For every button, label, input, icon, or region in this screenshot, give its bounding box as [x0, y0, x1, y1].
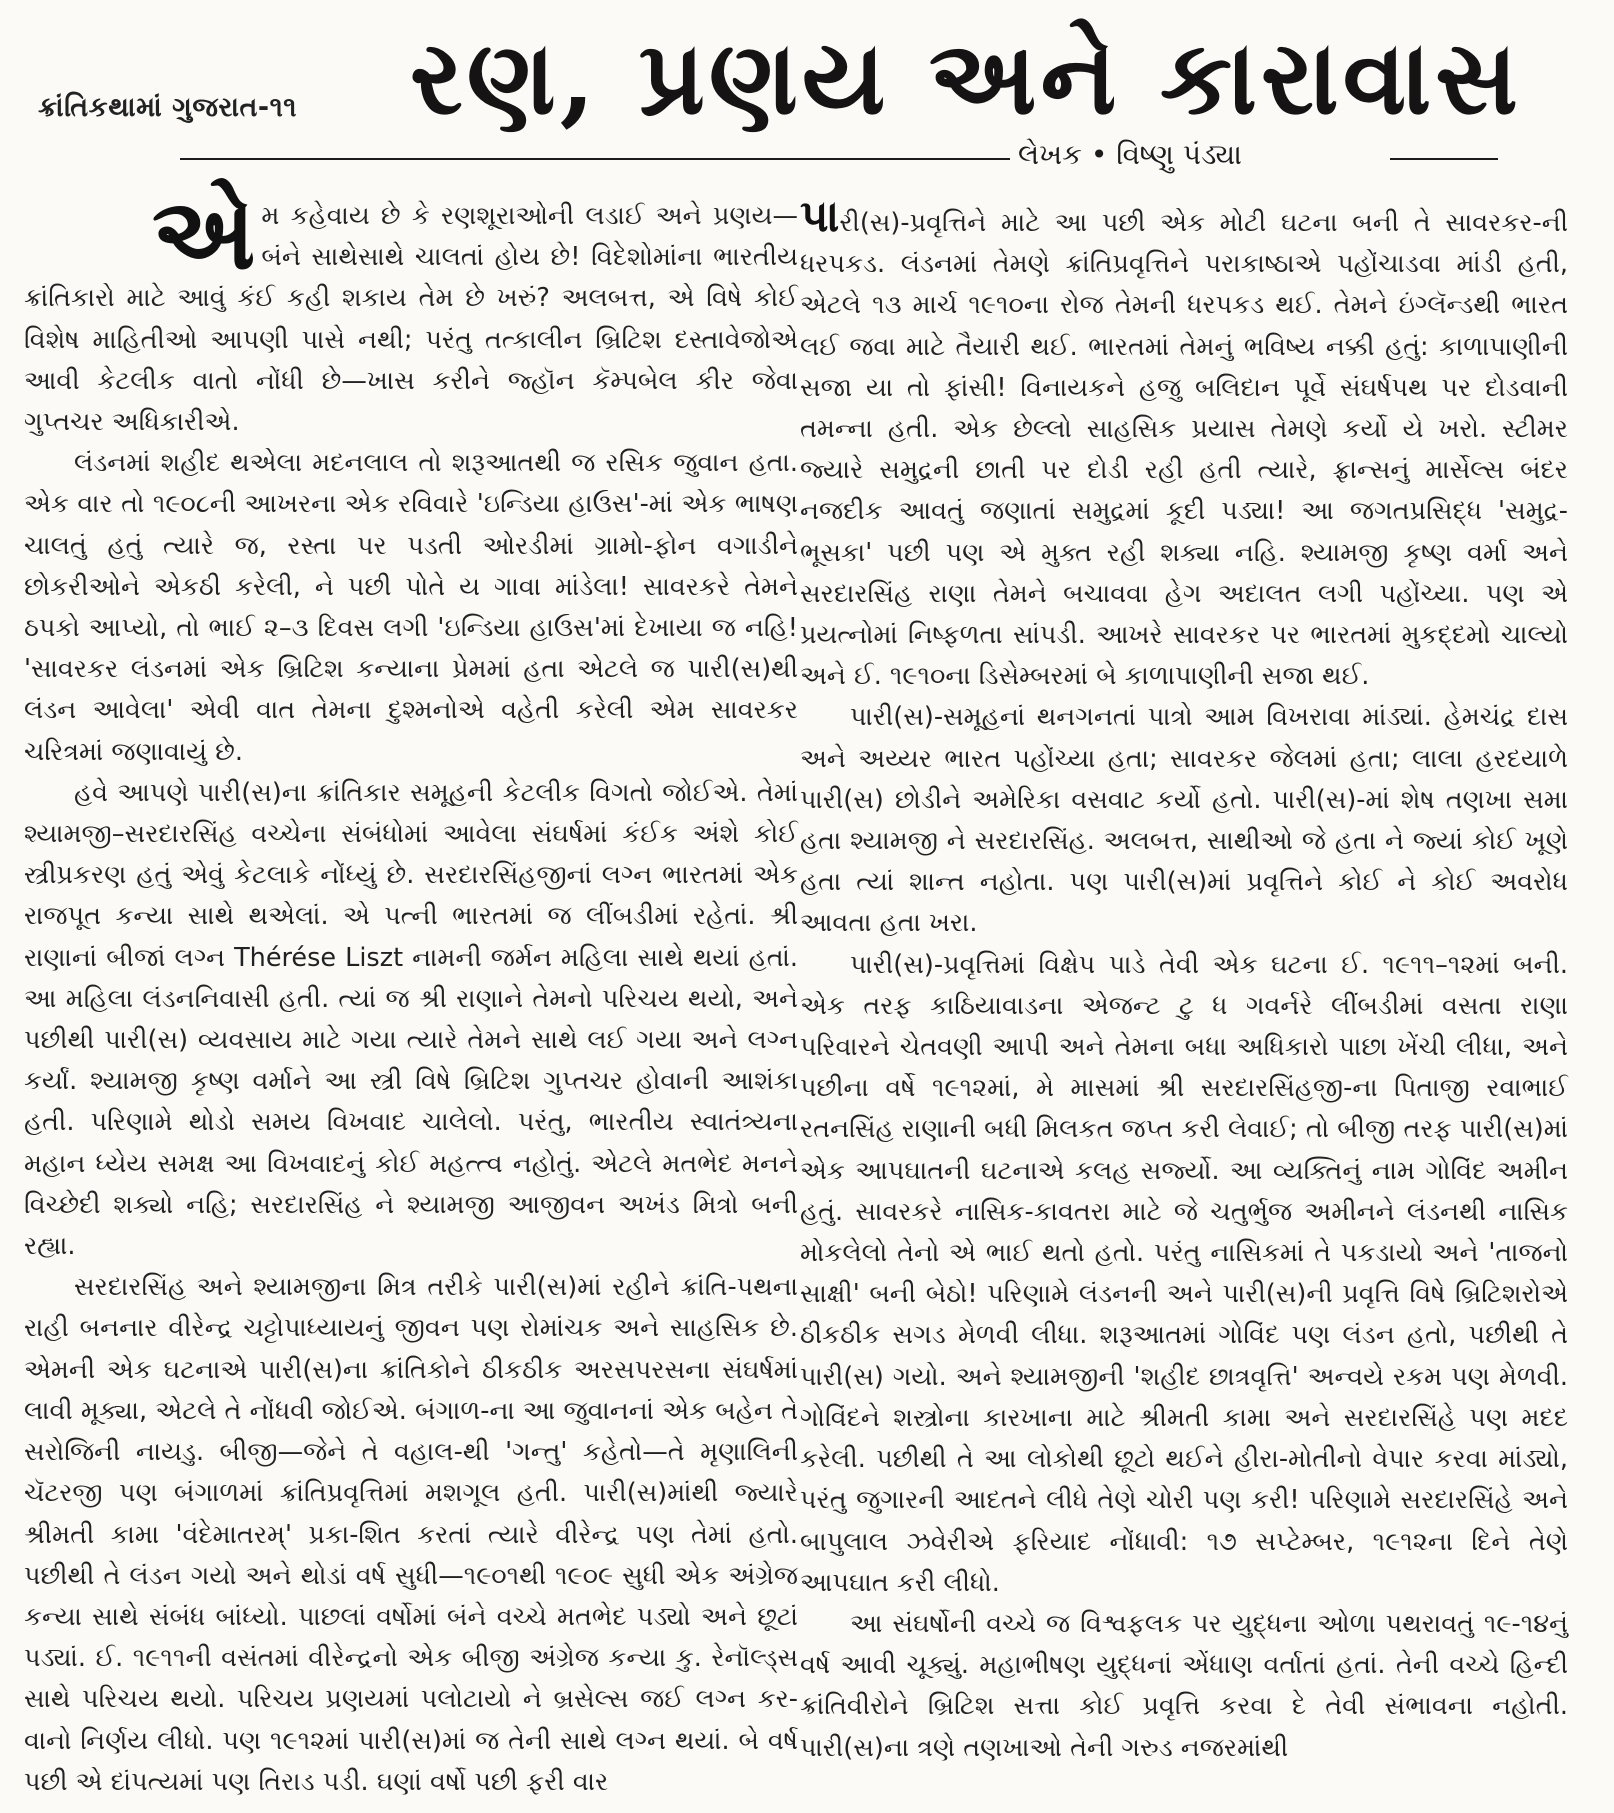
byline-rule-right [1390, 158, 1498, 160]
right-column [800, 191, 1569, 1769]
paragraph: લંડનમાં શહીદ થએલા મદનલાલ તો શરૂઆતથી જ રસિક જુવાન હતા. એક વાર તો ૧૯૦૮ની આખરના એક રવિવારે 'ઇન્ડિયા હાઉસ'-માં એક ભાષણ ચાલતું હતું ત્યારે જ, રસ્તા પર પડતી ઓરડીમાં ગ્રામો-ફોન વગાડીને છોકરીઓને એકઠી કરેલી, ને પછી પોતે ય ગાવા માંડેલા! સાવરકરે તેમને ઠપકો આપ્યો, તો ભાઈ ૨–૩ દિવસ લગી 'ઇન્ડિયા હાઉસ'માં દેખાયા જ નહિ! 'સાવરકર લંડનમાં એક બ્રિટિશ કન્યાના પ્રેમમાં હતા એટલે જ પારી(સ)થી લંડન આવેલા' એવી વાત તેમના દુશ્મનોએ વહેતી કરેલી એમ સાવરકર ચરિત્રમાં જણાવાયું છે. [24, 448, 798, 767]
lead-letters: પા [800, 191, 840, 242]
paragraph-text: રી(સ)-પ્રવૃત્તિને માટે આ પછી એક મોટી ઘટના બની તે સાવરકર-ની ધરપકડ. લંડનમાં તેમણે ક્રાંતિપ્રવૃત્તિને પરાકાષ્ઠાએ પહોંચાડવા માંડી હતી, એટલે ૧૩ માર્ચ ૧૯૧૦ના રોજ તેમની ધરપકડ થઈ. તેમને ઇંગ્લૅન્ડથી ભારત લઈ જવા માટે તૈયારી થઈ. ભારતમાં તેમનું ભવિષ્ય નક્કી હતું: કાળાપાણીની સજા યા તો ફાંસી! વિનાયકને હજુ બલિદાન પૂર્વે સંઘર્ષપથ પર દોડવાની તમન્ના હતી. એક છેલ્લો સાહસિક પ્રયાસ તેમણે કર્યો યે ખરો. સ્ટીમર જ્યારે સમુદ્રની છાતી પર દોડી રહી હતી ત્યારે, ફ્રાન્સનું માર્સેલ્સ બંદર નજદીક આવતું જણાતાં સમુદ્રમાં કૂદી પડ્યા! આ જગતપ્રસિદ્ધ 'સમુદ્ર-ભૂસકા' પછી પણ એ મુક્ત રહી શક્યા નહિ. શ્યામજી કૃષ્ણ વર્મા અને સરદારસિંહ રાણા તેમને બચાવવા હેગ અદાલત લગી પહોંચ્યા. પણ એ પ્રયત્નોમાં નિષ્ફળતા સાંપડી. આખરે સાવરકર પર ભારતમાં મુકદ્દમો ચાલ્યો અને ઈ. ૧૯૧૦ના ડિસેમ્બરમાં બે કાળાપાણીની સજા થઈ. [800, 208, 1569, 692]
paragraph: પારી(સ)-પ્રવૃત્તિમાં વિક્ષેપ પાડે તેવી એક ઘટના ઈ. ૧૯૧૧–૧૨માં બની. એક તરફ કાઠિયાવાડના એજન્ટ ટુ ધ ગવર્નરે લીંબડીમાં વસતા રાણા પરિવારને ચેતવણી આપી અને તેમના બધા અધિકારો પાછા ખેંચી લીધા, અને પછીના વર્ષે ૧૯૧૨માં, મે માસમાં શ્રી સરદારસિંહજી-ના પિતાજી રવાભાઈ રતનસિંહ રાણાની બધી મિલકત જપ્ત કરી લેવાઈ; તો બીજી તરફ પારી(સ)માં એક આપઘાતની ઘટનાએ કલહ સર્જ્યો. આ વ્યક્તિનું નામ ગોવિંદ અમીન હતું. સાવરકરે નાસિક-કાવતરા માટે જે ચતુર્ભુજ અમીનને લંડનથી નાસિક મોકલેલો તેનો એ ભાઈ થતો હતો. પરંતુ નાસિકમાં તે પકડાયો અને 'તાજનો સાક્ષી' બની બેઠો! પરિણામે લંડનની અને પારી(સ)ની પ્રવૃત્તિ વિષે બ્રિટિશરોએ ઠીકઠીક સગડ મેળવી લીધા. શરૂઆતમાં ગોવિંદ પણ લંડન હતો, પછીથી તે પારી(સ) ગયો. અને શ્યામજીની 'શહીદ છાત્રવૃત્તિ' અન્વયે રકમ પણ મેળવી. ગોવિંદને શસ્ત્રોના કારખાના માટે શ્રીમતી કામા અને સરદારસિંહે પણ મદદ કરેલી. પછીથી તે આ લોકોથી છૂટો થઈને હીરા-મોતીનો વેપાર કરવા માંડ્યો, પરંતુ જુગારની આદતને લીધે તેણે ચોરી પણ કરી! પરિણામે સરદારસિંહે અને બાપુલાલ ઝવેરીએ ફરિયાદ નોંધાવી: ૧૭ સપ્ટેમ્બર, ૧૯૧૨ના દિને તેણે આપઘાત કરી લીધો. [800, 949, 1568, 1598]
paragraph [800, 191, 1569, 697]
paragraph: પારી(સ)-સમૂહનાં થનગનતાં પાત્રો આમ વિખરાવા માંડ્યાં. હેમચંદ્ર દાસ અને અય્યર ભારત પહોંચ્યા હતા; સાવરકર જેલમાં હતા; લાલા હરદયાળે પારી(સ) છોડીને અમેરિકા વસવાટ કર્યો હતો. પારી(સ)-માં શેષ તણખા સમા હતા શ્યામજી ને સરદારસિંહ. અલબત્ત, સાથીઓ જે હતા ને જ્યાં કોઈ ખૂણે હતા ત્યાં શાન્ત નહોતા. પણ પારી(સ)માં પ્રવૃત્તિને કોઈ ને કોઈ અવરોધ આવતા હતા ખરા. [800, 702, 1568, 939]
byline-rule-left [180, 158, 1010, 160]
paragraph: સરદારસિંહ અને શ્યામજીના મિત્ર તરીકે પારી(સ)માં રહીને ક્રાંતિ-પથના રાહી બનનાર વીરેન્દ્ર ચટ્ટોપાધ્યાયનું જીવન પણ રોમાંચક અને સાહસિક છે. એમની એક ઘટનાએ પારી(સ)ના ક્રાંતિકોને ઠીકઠીક અરસપરસના સંઘર્ષમાં લાવી મૂક્યા, એટલે તે નોંધવી જોઈએ. બંગાળ-ના આ જુવાનનાં એક બહેન તે સરોજિની નાયડુ. બીજી—જેને તે વહાલ-થી 'ગન્તુ' કહેતો—તે મૃણાલિની ચૅટરજી પણ બંગાળમાં ક્રાંતિપ્રવૃત્તિમાં મશગૂલ હતી. પારી(સ)માંથી જ્યારે શ્રીમતી કામા 'વંદેમાતરમ્' પ્રકા-શિત કરતાં ત્યારે વીરેન્દ્ર પણ તેમાં હતો. પછીથી તે લંડન ગયો અને થોડાં વર્ષ સુધી—૧૯૦૧થી ૧૯૦૯ સુધી એક અંગ્રેજ કન્યા સાથે સંબંધ બાંધ્યો. પાછલાં વર્ષોમાં બંને વચ્ચે મતભેદ પડ્યો અને છૂટાં પડ્યાં. ઈ. ૧૯૧૧ની વસંતમાં વીરેન્દ્રનો એક બીજી અંગ્રેજ કન્યા કુ. રેનૉલ્ડ્સ સાથે પરિચય થયો. પરિચય પ્રણયમાં પલોટાયો ને બ્રસેલ્સ જઈ લગ્ન કર-વાનો નિર્ણય લીધો. પણ ૧૯૧૨માં પારી(સ)માં જ તેની સાથે લગ્ન થયાં. બે વર્ષ પછી એ દાંપત્યમાં પણ તિરાડ પડી. ઘણાં વર્ષો પછી ફરી વાર [24, 1272, 798, 1797]
drop-cap: એ [152, 177, 256, 292]
paragraph [24, 177, 798, 443]
series-label: ક્રાંતિકથામાં ગુજરાત-૧૧ [38, 92, 298, 123]
paragraph-text: મ કહેવાય છે કે રણશૂરાઓની લડાઈ અને પ્રણય—બંને સાથેસાથે ચાલતાં હોય છે! વિદેશોમાંના ભારતીય ક્રાંતિકારો માટે આવું કંઈ કહી શકાય તેમ છે ખરું? અલબત્ત, એ વિષે કોઈ વિશેષ માહિતીઓ આપણી પાસે નથી; પરંતુ તત્કાલીન બ્રિટિશ દસ્તાવેજોએ આવી કેટલીક વાતો નોંધી છે—ખાસ કરીને જ્હૉન કૅમ્પબેલ કીર જેવા ગુપ્તચર અધિકારીએ. [24, 201, 798, 438]
paragraph: આ સંઘર્ષોની વચ્ચે જ વિશ્વફલક પર યુદ્ધના ઓળા પથરાવતું ૧૯-૧૪નું વર્ષ આવી ચૂક્યું. મહાભીષણ યુદ્ધનાં એંધાણ વર્તાતાં હતાં. તેની વચ્ચે હિન્દી ક્રાંતિવીરોને બ્રિટિશ સત્તા કોઈ પ્રવૃત્તિ કરવા દે તેવી સંભાવના નહોતી. પારી(સ)ના ત્રણે તણખાઓ તેની ગરુડ નજરમાંથી [800, 1608, 1568, 1763]
paragraph: હવે આપણે પારી(સ)ના ક્રાંતિકાર સમૂહની કેટલીક વિગતો જોઈએ. તેમાં શ્યામજી–સરદારસિંહ વચ્ચેના સંબંધોમાં આવેલા સંઘર્ષમાં કંઈક અંશે કોઈ સ્ત્રીપ્રકરણ હતું એવું કેટલાકે નોંધ્યું છે. સરદારસિંહજીનાં લગ્ન ભારતમાં એક રાજપૂત કન્યા સાથે થએલાં. એ પત્ની ભારતમાં જ લીંબડીમાં રહેતાં. શ્રી રાણાનાં બીજાં લગ્ન Thérése Liszt નામની જર્મન મહિલા સાથે થયાં હતાં. આ મહિલા લંડનનિવાસી હતી. ત્યાં જ શ્રી રાણાને તેમનો પરિચય થયો, અને પછીથી પારી(સ) વ્યવસાય માટે ગયા ત્યારે તેમને સાથે લઈ ગયા અને લગ્ન કર્યાં. શ્યામજી કૃષ્ણ વર્માને આ સ્ત્રી વિષે બ્રિટિશ ગુપ્તચર હોવાની આશંકા હતી. પરિણામે થોડો સમય વિખવાદ ચાલેલો. પરંતુ, ભારતીય સ્વાતંત્ર્યના મહાન ધ્યેય સમક્ષ આ વિખવાદનું કોઈ મહત્ત્વ નહોતું. એટલે મતભેદ મનને વિચ્છેદી શક્યો નહિ; સરદારસિંહ ને શ્યામજી આજીવન અખંડ મિત્રો બની રહ્યા. [24, 777, 798, 1262]
byline: લેખક • વિષ્ણુ પંડ્યા [1010, 138, 1250, 172]
article-title: રણ, પ્રણય અને કારાવાસ [410, 18, 1522, 138]
left-column [24, 177, 798, 1803]
